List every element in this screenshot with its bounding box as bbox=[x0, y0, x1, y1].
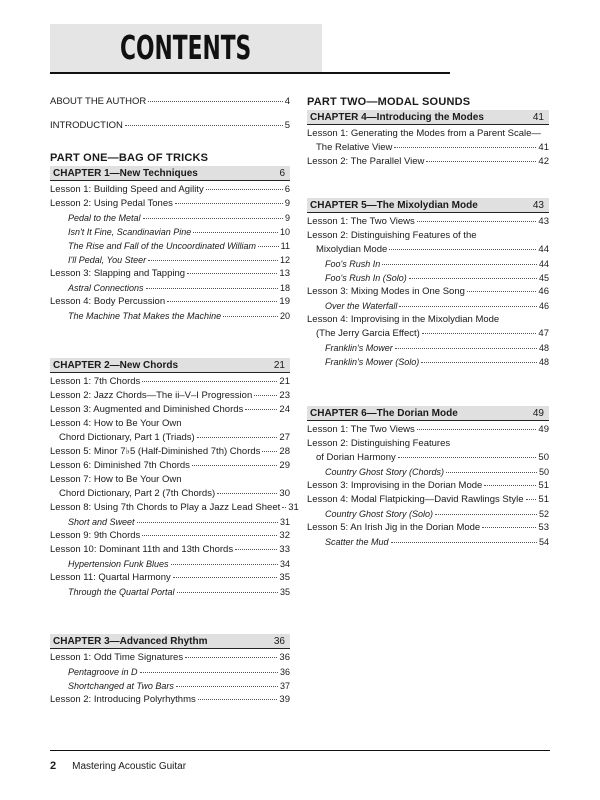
toc-entry[interactable]: Lesson 8: Using 7th Chords to Play a Jazz Lead Sheet 31 bbox=[50, 502, 299, 513]
footer-rule bbox=[50, 750, 550, 751]
part-two-title: PART TWO—MODAL SOUNDS bbox=[307, 96, 471, 108]
toc-entry[interactable]: Lesson 10: Dominant 11th and 13th Chords 33 bbox=[50, 544, 290, 555]
toc-entry[interactable]: Lesson 2: The Parallel View 42 bbox=[307, 156, 549, 167]
toc-entry[interactable]: Lesson 5: Minor 7♭5 (Half-Diminished 7th) Chords 28 bbox=[50, 446, 290, 457]
toc-entry-about-author[interactable]: ABOUT THE AUTHOR 4 bbox=[50, 96, 290, 107]
toc-entry[interactable]: Lesson 3: Improvising in the Dorian Mode 51 bbox=[307, 480, 549, 491]
toc-entry-song[interactable]: Country Ghost Story (Solo) 52 bbox=[325, 509, 549, 519]
page-number: 2 bbox=[50, 760, 57, 772]
chapter-3-header[interactable]: CHAPTER 3—Advanced Rhythm 36 bbox=[50, 634, 290, 649]
toc-entry-song[interactable]: Pentagroove in D 36 bbox=[68, 667, 290, 677]
toc-entry-line[interactable]: Lesson 4: Improvising in the Mixolydian Mode bbox=[307, 314, 500, 325]
toc-entry[interactable]: Lesson 3: Mixing Modes in One Song 46 bbox=[307, 286, 549, 297]
toc-entry[interactable]: Chord Dictionary, Part 1 (Triads) 27 bbox=[59, 432, 290, 443]
toc-entry[interactable]: Lesson 2: Using Pedal Tones 9 bbox=[50, 198, 290, 209]
chapter-4-header[interactable]: CHAPTER 4—Introducing the Modes 41 bbox=[307, 110, 549, 125]
toc-entry-song[interactable]: The Rise and Fall of the Uncoordinated William 11 bbox=[68, 241, 290, 251]
toc-entry[interactable]: of Dorian Harmony 50 bbox=[316, 452, 549, 463]
toc-entry[interactable]: Lesson 1: Building Speed and Agility 6 bbox=[50, 184, 290, 195]
toc-entry[interactable]: Lesson 3: Augmented and Diminished Chords 24 bbox=[50, 404, 290, 415]
toc-entry[interactable]: Lesson 2: Jazz Chords—The ii–V–I Progression 23 bbox=[50, 390, 290, 401]
toc-entry[interactable]: Lesson 2: Introducing Polyrhythms 39 bbox=[50, 694, 290, 705]
toc-entry-song[interactable]: Foo's Rush In (Solo) 45 bbox=[325, 273, 549, 283]
chapter-5-header[interactable]: CHAPTER 5—The Mixolydian Mode 43 bbox=[307, 198, 549, 213]
toc-entry[interactable]: The Relative View 41 bbox=[316, 142, 549, 153]
toc-entry[interactable]: Lesson 1: 7th Chords 21 bbox=[50, 376, 290, 387]
book-title: Mastering Acoustic Guitar bbox=[72, 761, 187, 772]
chapter-1-header[interactable]: CHAPTER 1—New Techniques 6 bbox=[50, 166, 290, 181]
toc-entry[interactable]: Lesson 6: Diminished 7th Chords 29 bbox=[50, 460, 290, 471]
toc-entry-line[interactable]: Lesson 2: Distinguishing Features of the bbox=[307, 230, 477, 241]
toc-entry[interactable]: Lesson 4: Modal Flatpicking—David Rawlings Style 51 bbox=[307, 494, 549, 505]
toc-entry[interactable]: Lesson 9: 9th Chords 32 bbox=[50, 530, 290, 541]
toc-entry-line[interactable]: Lesson 4: How to Be Your Own bbox=[50, 418, 182, 429]
chapter-6-header[interactable]: CHAPTER 6—The Dorian Mode 49 bbox=[307, 406, 549, 421]
toc-entry-line[interactable]: Lesson 1: Generating the Modes from a Parent Scale— bbox=[307, 128, 541, 139]
toc-entry-song[interactable]: Over the Waterfall 46 bbox=[325, 301, 549, 311]
page-footer bbox=[50, 760, 186, 772]
toc-entry[interactable]: Lesson 3: Slapping and Tapping 13 bbox=[50, 268, 290, 279]
toc-entry[interactable]: Mixolydian Mode 44 bbox=[316, 244, 549, 255]
toc-entry-song[interactable]: Shortchanged at Two Bars 37 bbox=[68, 681, 290, 691]
toc-entry-song[interactable]: Hypertension Funk Blues 34 bbox=[68, 559, 290, 569]
toc-entry[interactable]: Lesson 1: The Two Views 43 bbox=[307, 216, 549, 227]
toc-entry-song[interactable]: Pedal to the Metal 9 bbox=[68, 213, 290, 223]
toc-entry-line[interactable]: Lesson 2: Distinguishing Features bbox=[307, 438, 451, 449]
toc-entry-song[interactable]: The Machine That Makes the Machine 20 bbox=[68, 311, 290, 321]
title-rule bbox=[50, 72, 450, 74]
toc-entry-song[interactable]: Through the Quartal Portal 35 bbox=[68, 587, 290, 597]
toc-entry[interactable]: Lesson 1: The Two Views 49 bbox=[307, 424, 549, 435]
toc-entry[interactable]: Lesson 1: Odd Time Signatures 36 bbox=[50, 652, 290, 663]
toc-entry-line[interactable]: Lesson 7: How to Be Your Own bbox=[50, 474, 182, 485]
toc-entry-song[interactable]: Short and Sweet 31 bbox=[68, 517, 290, 527]
toc-entry-song[interactable]: Foo's Rush In 44 bbox=[325, 259, 549, 269]
toc-entry-song[interactable]: Scatter the Mud 54 bbox=[325, 537, 549, 547]
toc-entry[interactable]: Lesson 11: Quartal Harmony 35 bbox=[50, 572, 290, 583]
toc-entry[interactable]: Lesson 5: An Irish Jig in the Dorian Mode 53 bbox=[307, 522, 549, 533]
toc-entry-song[interactable]: Isn't It Fine, Scandinavian Pine 10 bbox=[68, 227, 290, 237]
toc-entry[interactable]: Lesson 4: Body Percussion 19 bbox=[50, 296, 290, 307]
chapter-2-header[interactable]: CHAPTER 2—New Chords 21 bbox=[50, 358, 290, 373]
toc-entry-song[interactable]: Franklin's Mower 48 bbox=[325, 343, 549, 353]
toc-entry[interactable]: (The Jerry Garcia Effect) 47 bbox=[316, 328, 549, 339]
toc-entry-song[interactable]: I'll Pedal, You Steer 12 bbox=[68, 255, 290, 265]
toc-entry[interactable]: Chord Dictionary, Part 2 (7th Chords) 30 bbox=[59, 488, 290, 499]
page-title: CONTENTS bbox=[120, 28, 252, 67]
toc-entry-introduction[interactable]: INTRODUCTION 5 bbox=[50, 120, 290, 131]
part-one-title: PART ONE—BAG OF TRICKS bbox=[50, 152, 209, 164]
toc-entry-song[interactable]: Franklin's Mower (Solo) 48 bbox=[325, 357, 549, 367]
toc-entry-song[interactable]: Country Ghost Story (Chords) 50 bbox=[325, 467, 549, 477]
toc-entry-song[interactable]: Astral Connections 18 bbox=[68, 283, 290, 293]
